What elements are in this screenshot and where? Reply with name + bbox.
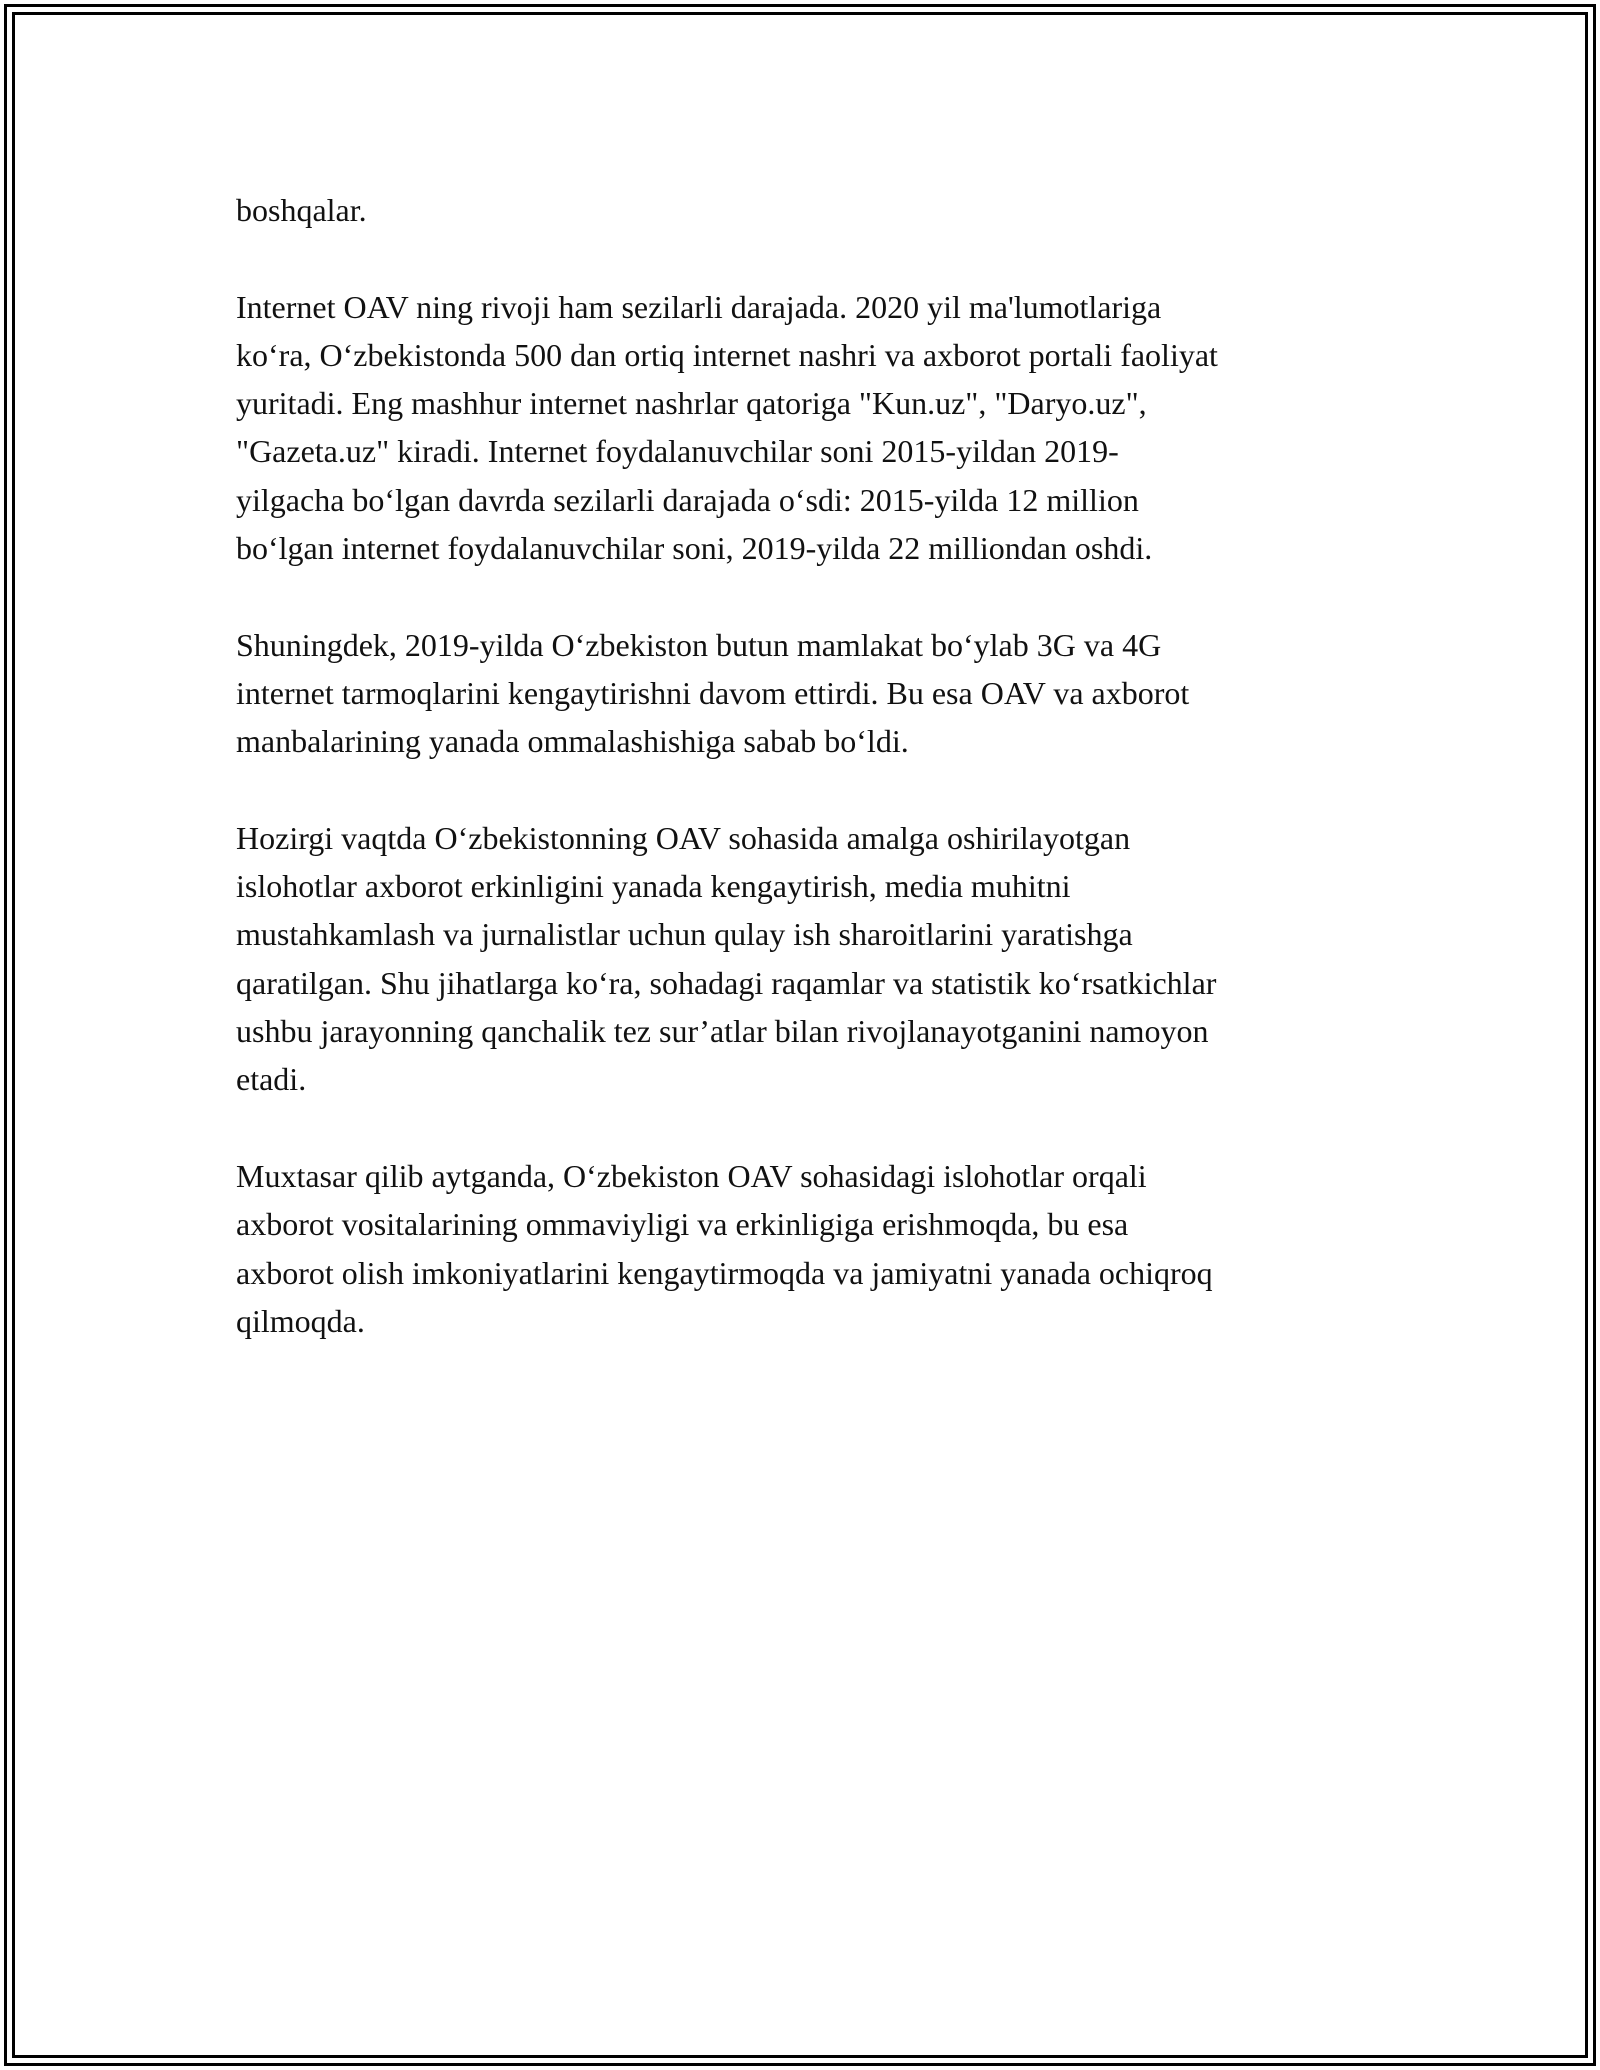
text-line: ko‘ra, O‘zbekistonda 500 dan ortiq internet nashri va axborot portali faoliyat	[236, 336, 1218, 373]
text-line: qaratilgan. Shu jihatlarga ko‘ra, sohadagi raqamlar va statistik ko‘rsatkichlar	[236, 964, 1217, 1001]
paragraph-2	[236, 283, 1376, 573]
document-body	[236, 186, 1376, 1393]
text-line: "Gazeta.uz" kiradi. Internet foydalanuvchilar soni 2015-yildan 2019-	[236, 433, 1119, 470]
text-line: Muxtasar qilib aytganda, O‘zbekiston OAV sohasidagi islohotlar orqali	[236, 1157, 1147, 1194]
text-line: yilgacha bo‘lgan davrda sezilarli darajada o‘sdi: 2015-yilda 12 million	[236, 481, 1139, 518]
text-line: axborot olish imkoniyatlarini kengaytirmoqda va jamiyatni yanada ochiqroq	[236, 1254, 1213, 1291]
text-line: axborot vositalarining ommaviyligi va erkinligiga erishmoqda, bu esa	[236, 1206, 1129, 1243]
text-line: qilmoqda.	[236, 1302, 365, 1339]
text-line: islohotlar axborot erkinligini yanada kengaytirish, media muhitni	[236, 868, 1071, 905]
text-line: boshqalar.	[236, 192, 367, 228]
text-line: ushbu jarayonning qanchalik tez sur’atlar bilan rivojlanayotganini namoyon	[236, 1013, 1209, 1050]
paragraph-5	[236, 1152, 1376, 1345]
paragraph-4	[236, 814, 1376, 1104]
paragraph-3	[236, 621, 1376, 766]
text-line: manbalarining yanada ommalashishiga sabab bo‘ldi.	[236, 723, 909, 760]
text-line: bo‘lgan internet foydalanuvchilar soni, 2019-yilda 22 milliondan oshdi.	[236, 530, 1153, 567]
text-line: etadi.	[236, 1061, 307, 1098]
text-line: Shuningdek, 2019-yilda O‘zbekiston butun mamlakat bo‘ylab 3G va 4G	[236, 626, 1162, 663]
text-line: mustahkamlash va jurnalistlar uchun qulay ish sharoitlarini yaratishga	[236, 916, 1133, 953]
text-line: Hozirgi vaqtda O‘zbekistonning OAV sohasida amalga oshirilayotgan	[236, 819, 1131, 856]
paragraph-1	[236, 186, 1376, 234]
text-line: Internet OAV ning rivoji ham sezilarli darajada. 2020 yil ma'lumotlariga	[236, 288, 1162, 325]
text-line: internet tarmoqlarini kengaytirishni davom ettirdi. Bu esa OAV va axborot	[236, 674, 1190, 711]
text-line: yuritadi. Eng mashhur internet nashrlar qatoriga "Kun.uz", "Daryo.uz",	[236, 385, 1147, 422]
